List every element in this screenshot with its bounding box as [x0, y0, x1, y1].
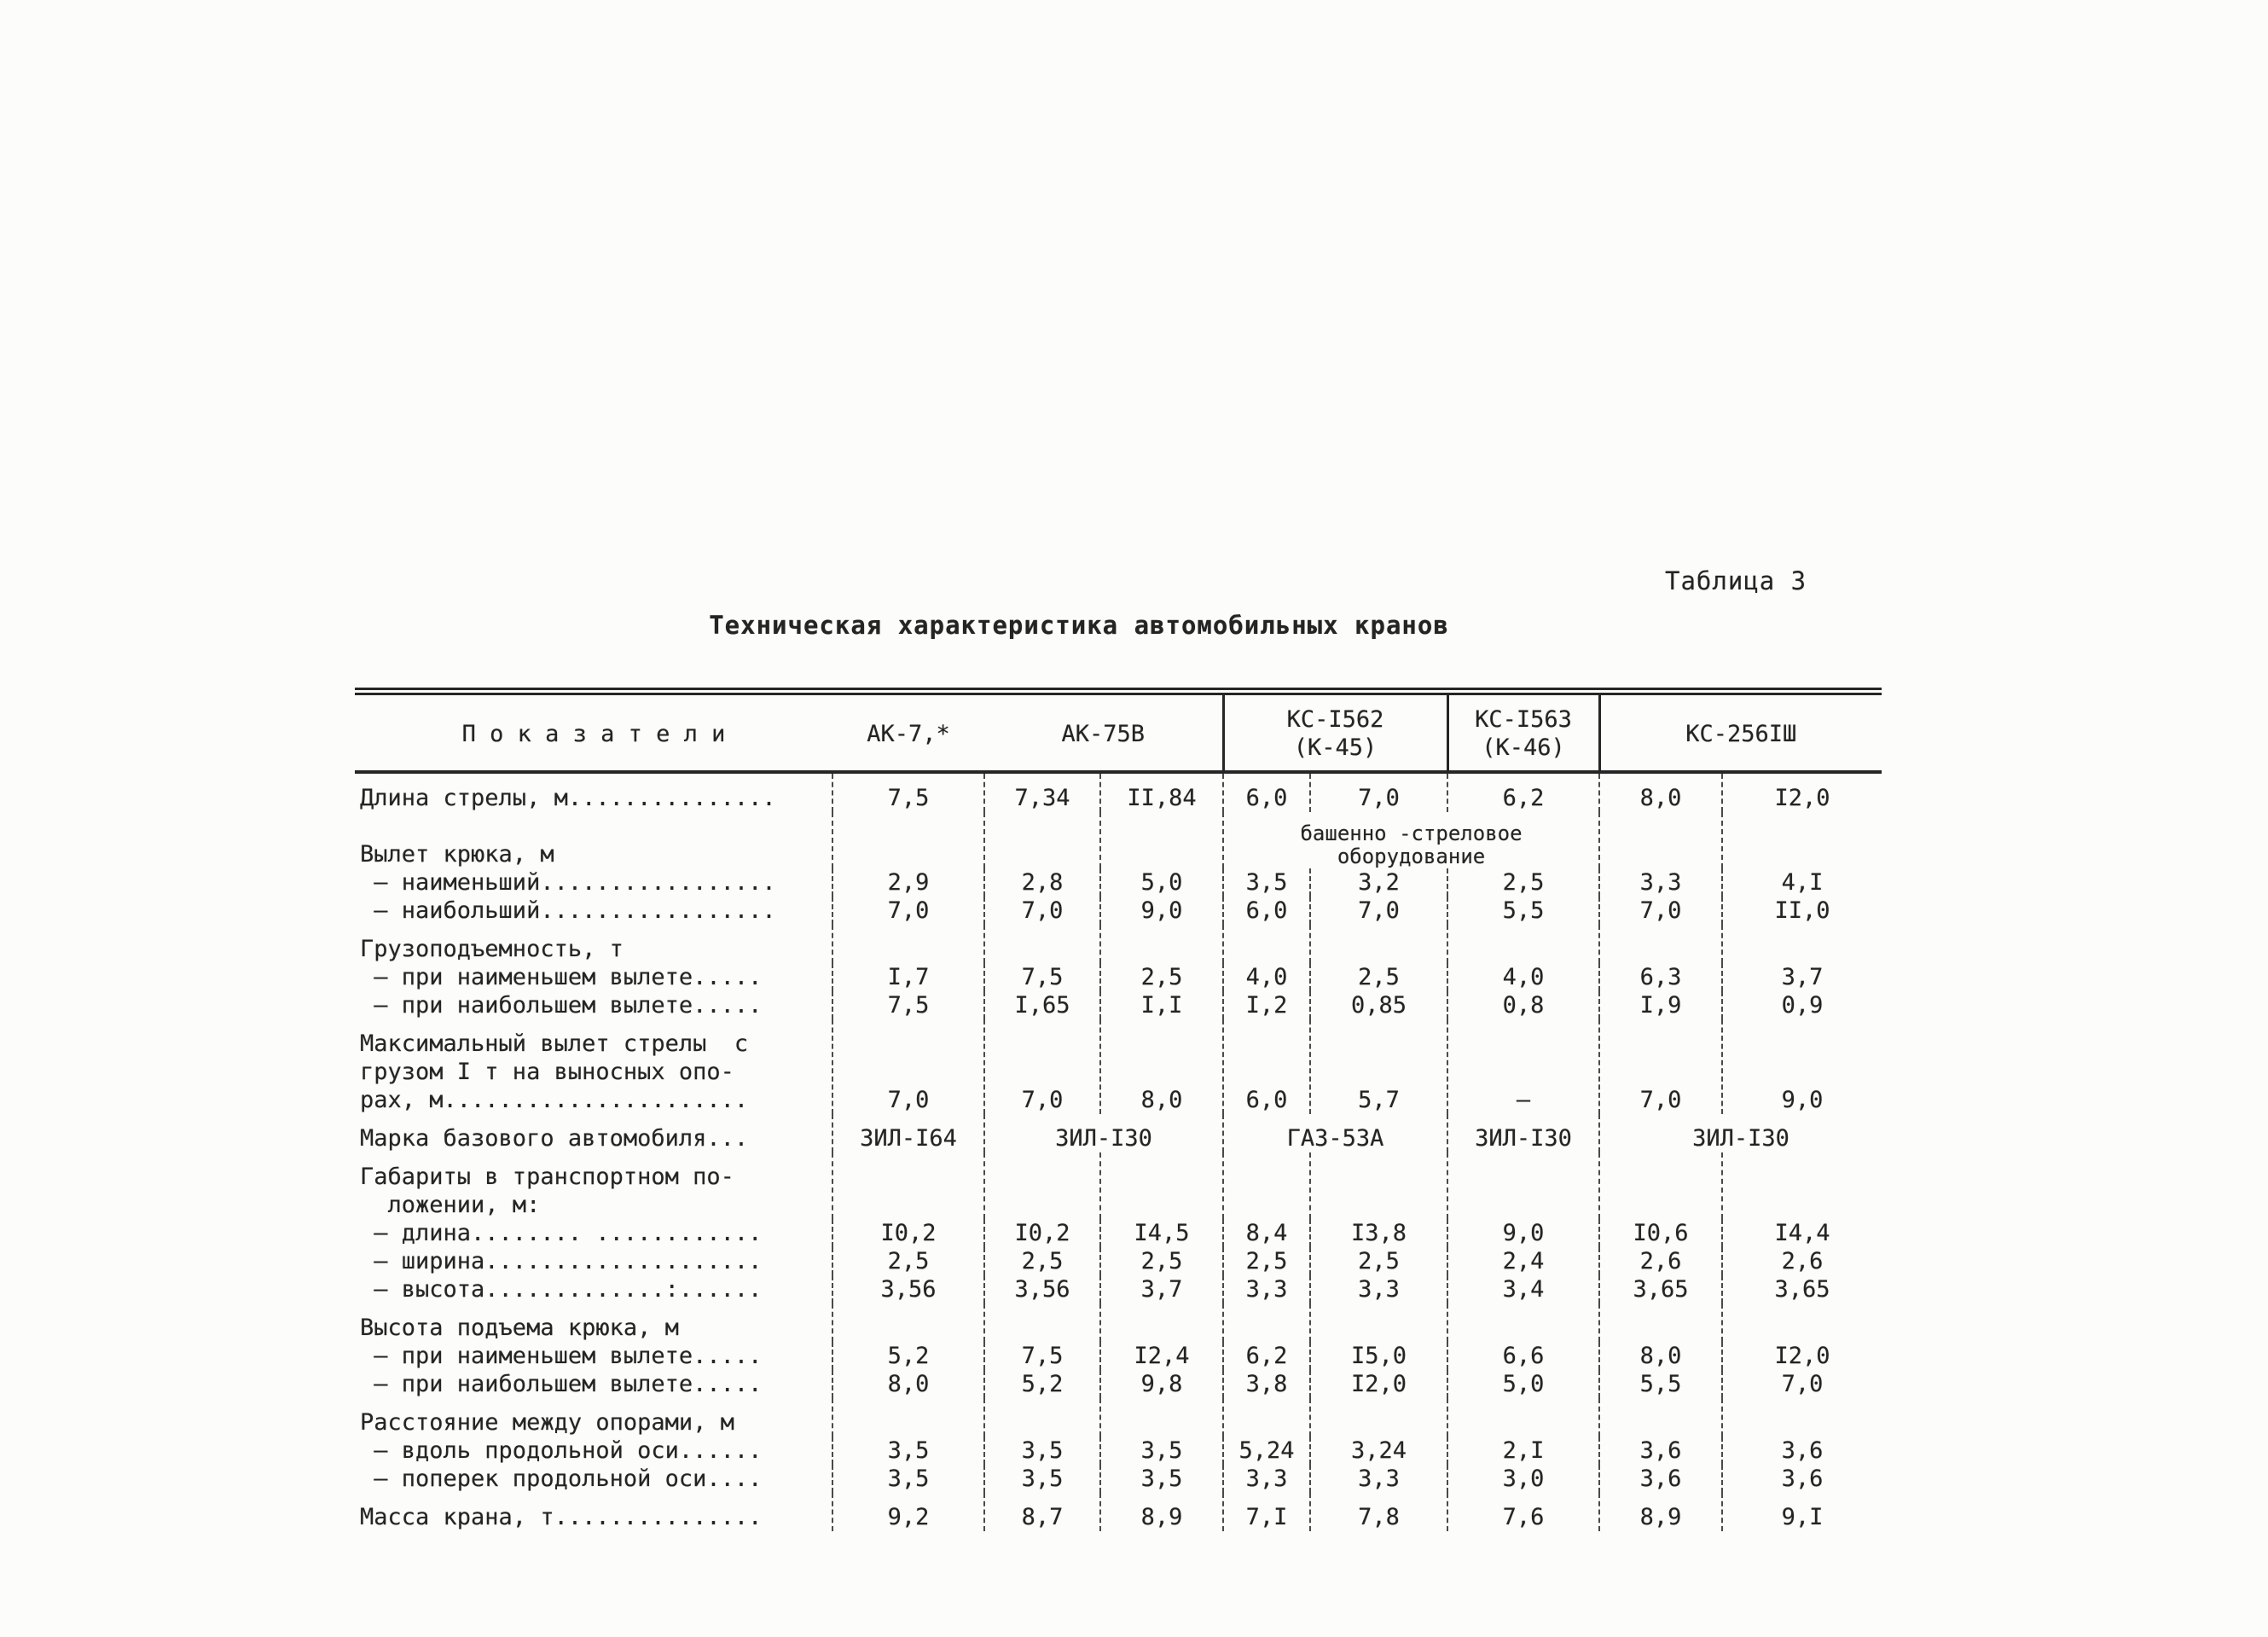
value-cell: I0,2: [832, 1219, 984, 1247]
row-label: – при наибольшем вылете.....: [360, 992, 763, 1019]
value-cell: 2,5: [1100, 963, 1223, 991]
table-row: [355, 963, 1882, 991]
value-cell: 8,0: [1599, 1342, 1722, 1370]
value-cell: 8,9: [1100, 1493, 1223, 1531]
value-cell: 7,8: [1310, 1493, 1447, 1531]
table-row: [355, 1019, 1882, 1114]
value-cell: 5,2: [984, 1370, 1100, 1398]
value-cell: 2,5: [1310, 963, 1447, 991]
empty-cell: [832, 925, 984, 963]
value-cell: 3,3: [1599, 868, 1722, 897]
value-cell: 3,7: [1722, 963, 1882, 991]
empty-cell: [1599, 925, 1722, 963]
empty-cell: [1447, 1303, 1599, 1342]
value-cell: 7,6: [1447, 1493, 1599, 1531]
value-cell: 9,2: [832, 1493, 984, 1531]
row-label: – наименьший.................: [360, 869, 776, 896]
row-label: – при наименьшем вылете.....: [360, 1343, 763, 1369]
row-label: – вдоль продольной оси......: [360, 1437, 763, 1464]
value-cell: 9,0: [1100, 897, 1223, 925]
value-cell: 2,5: [1100, 1247, 1223, 1275]
table-row: [355, 1152, 1882, 1219]
value-cell: 7,I: [1223, 1493, 1310, 1531]
value-cell: 7,0: [832, 1019, 984, 1114]
value-cell: I2,0: [1722, 772, 1882, 812]
table-row: [355, 991, 1882, 1019]
empty-cell: [1223, 1303, 1310, 1342]
table-row: [355, 868, 1882, 897]
row-label: Максимальный вылет стрелы с грузом I т на выносных опо- рах, м......................: [360, 1030, 749, 1113]
empty-cell: [832, 812, 984, 868]
table-body: [355, 772, 1882, 1531]
value-cell: 7,0: [1310, 772, 1447, 812]
value-cell: 3,3: [1310, 1465, 1447, 1493]
empty-cell: [1722, 925, 1882, 963]
value-cell: I,9: [1599, 991, 1722, 1019]
empty-cell: [1447, 1152, 1599, 1219]
value-cell: 3,24: [1310, 1437, 1447, 1465]
value-cell: 3,6: [1599, 1437, 1722, 1465]
table-row: [355, 925, 1882, 963]
chassis-cell: ЗИЛ-I30: [1599, 1114, 1882, 1152]
value-cell: 6,2: [1223, 1342, 1310, 1370]
empty-cell: [1722, 1303, 1882, 1342]
value-cell: 8,7: [984, 1493, 1100, 1531]
value-cell: 5,0: [1100, 868, 1223, 897]
row-label: – наибольший.................: [360, 897, 776, 924]
value-cell: 3,5: [832, 1465, 984, 1493]
value-cell: I,65: [984, 991, 1100, 1019]
value-cell: I2,4: [1100, 1342, 1223, 1370]
table-row: [355, 1303, 1882, 1342]
value-cell: 3,6: [1722, 1437, 1882, 1465]
table-head: [355, 692, 1882, 773]
value-cell: 7,0: [984, 1019, 1100, 1114]
value-cell: 3,3: [1223, 1465, 1310, 1493]
value-cell: 7,0: [1310, 897, 1447, 925]
row-label: – при наименьшем вылете.....: [360, 964, 763, 990]
empty-cell: [1223, 1398, 1310, 1437]
row-label: Длина стрелы, м...............: [360, 785, 776, 811]
value-cell: II,0: [1722, 897, 1882, 925]
value-cell: I0,6: [1599, 1219, 1722, 1247]
value-cell: 7,0: [1599, 897, 1722, 925]
value-cell: 7,0: [1599, 1019, 1722, 1114]
empty-cell: [1100, 812, 1223, 868]
value-cell: 2,I: [1447, 1437, 1599, 1465]
value-cell: 5,5: [1599, 1370, 1722, 1398]
table-row: [355, 1114, 1882, 1152]
value-cell: 2,5: [1310, 1247, 1447, 1275]
value-cell: 9,0: [1447, 1219, 1599, 1247]
empty-cell: [1599, 1398, 1722, 1437]
value-cell: 2,6: [1599, 1247, 1722, 1275]
empty-cell: [1310, 1152, 1447, 1219]
value-cell: 3,3: [1223, 1275, 1310, 1303]
empty-cell: [984, 812, 1100, 868]
value-cell: 4,I: [1722, 868, 1882, 897]
empty-cell: [1100, 925, 1223, 963]
value-cell: 3,56: [832, 1275, 984, 1303]
value-cell: 3,2: [1310, 868, 1447, 897]
value-cell: 3,5: [984, 1437, 1100, 1465]
value-cell: 3,6: [1599, 1465, 1722, 1493]
value-cell: 2,5: [984, 1247, 1100, 1275]
table-row: [355, 812, 1882, 868]
value-cell: 3,5: [1223, 868, 1310, 897]
value-cell: 7,0: [832, 897, 984, 925]
value-cell: 2,8: [984, 868, 1100, 897]
value-cell: 5,7: [1310, 1019, 1447, 1114]
value-cell: I4,4: [1722, 1219, 1882, 1247]
value-cell: 3,0: [1447, 1465, 1599, 1493]
column-header: АК-75В: [984, 692, 1223, 773]
empty-cell: [984, 1398, 1100, 1437]
value-cell: I4,5: [1100, 1219, 1223, 1247]
value-cell: 3,7: [1100, 1275, 1223, 1303]
value-cell: –: [1447, 1019, 1599, 1114]
chassis-cell: ЗИЛ-I30: [1447, 1114, 1599, 1152]
empty-cell: [832, 1398, 984, 1437]
value-cell: I0,2: [984, 1219, 1100, 1247]
empty-cell: [1100, 1303, 1223, 1342]
value-cell: 2,9: [832, 868, 984, 897]
value-cell: 6,0: [1223, 1019, 1310, 1114]
empty-cell: [832, 1303, 984, 1342]
value-cell: 2,5: [1447, 868, 1599, 897]
value-cell: I5,0: [1310, 1342, 1447, 1370]
column-header: АК-7,*: [832, 692, 984, 773]
column-header: КС-256IШ: [1599, 692, 1882, 773]
value-cell: 6,2: [1447, 772, 1599, 812]
empty-cell: [1599, 812, 1722, 868]
value-cell: 6,0: [1223, 897, 1310, 925]
chassis-cell: ЗИЛ-I64: [832, 1114, 984, 1152]
empty-cell: [1223, 1152, 1310, 1219]
value-cell: 3,56: [984, 1275, 1100, 1303]
row-label: Расстояние между опорами, м: [360, 1409, 734, 1436]
value-cell: II,84: [1100, 772, 1223, 812]
value-cell: 4,0: [1223, 963, 1310, 991]
value-cell: I,I: [1100, 991, 1223, 1019]
table-row: [355, 1247, 1882, 1275]
chassis-cell: ГАЗ-53А: [1223, 1114, 1447, 1152]
value-cell: 4,0: [1447, 963, 1599, 991]
table-row: [355, 1219, 1882, 1247]
value-cell: 3,5: [984, 1465, 1100, 1493]
value-cell: 8,4: [1223, 1219, 1310, 1247]
empty-cell: [984, 1303, 1100, 1342]
table-row: [355, 1398, 1882, 1437]
value-cell: 0,9: [1722, 991, 1882, 1019]
chassis-cell: ЗИЛ-I30: [984, 1114, 1223, 1152]
table-row: [355, 1493, 1882, 1531]
value-cell: 3,5: [1100, 1465, 1223, 1493]
empty-cell: [1310, 925, 1447, 963]
value-cell: 9,8: [1100, 1370, 1223, 1398]
row-label: – ширина....................: [360, 1248, 763, 1274]
value-cell: 2,5: [1223, 1247, 1310, 1275]
empty-cell: [984, 1152, 1100, 1219]
empty-cell: [1310, 1303, 1447, 1342]
value-cell: 3,4: [1447, 1275, 1599, 1303]
value-cell: 8,0: [1599, 772, 1722, 812]
value-cell: 6,3: [1599, 963, 1722, 991]
row-label: Вылет крюка, м: [360, 841, 554, 868]
empty-cell: [1722, 812, 1882, 868]
value-cell: I,2: [1223, 991, 1310, 1019]
row-label: Марка базового автомобиля...: [360, 1125, 749, 1152]
row-label: Грузоподъемность, т: [360, 936, 624, 962]
value-cell: 6,6: [1447, 1342, 1599, 1370]
table-row: [355, 1370, 1882, 1398]
value-cell: 3,6: [1722, 1465, 1882, 1493]
empty-cell: [1447, 1398, 1599, 1437]
value-cell: 2,4: [1447, 1247, 1599, 1275]
value-cell: 7,34: [984, 772, 1100, 812]
empty-cell: [1223, 925, 1310, 963]
value-cell: 7,0: [984, 897, 1100, 925]
value-cell: 9,I: [1722, 1493, 1882, 1531]
empty-cell: [1599, 1303, 1722, 1342]
table-row: [355, 1275, 1882, 1303]
value-cell: 8,0: [1100, 1019, 1223, 1114]
empty-cell: [984, 925, 1100, 963]
value-cell: 0,85: [1310, 991, 1447, 1019]
value-cell: 7,5: [984, 963, 1100, 991]
row-label: – длина........ ............: [360, 1220, 763, 1246]
column-header-indicators: П о к а з а т е л и: [355, 692, 832, 773]
value-cell: 5,24: [1223, 1437, 1310, 1465]
empty-cell: [1100, 1152, 1223, 1219]
characteristics-table: [355, 688, 1882, 1531]
row-label: – поперек продольной оси....: [360, 1466, 763, 1492]
value-cell: 6,0: [1223, 772, 1310, 812]
value-cell: 3,65: [1722, 1275, 1882, 1303]
value-cell: 7,5: [832, 991, 984, 1019]
page-title: Техническая характеристика автомобильных кранов: [709, 611, 1449, 640]
value-cell: 3,5: [832, 1437, 984, 1465]
value-cell: 7,0: [1722, 1370, 1882, 1398]
column-header: КС-I563 (К-46): [1447, 692, 1599, 773]
value-cell: I2,0: [1722, 1342, 1882, 1370]
empty-cell: [1722, 1398, 1882, 1437]
value-cell: I2,0: [1310, 1370, 1447, 1398]
table-row: [355, 1437, 1882, 1465]
value-cell: 7,5: [832, 772, 984, 812]
column-header: КС-I562 (К-45): [1223, 692, 1447, 773]
value-cell: 0,8: [1447, 991, 1599, 1019]
value-cell: 8,9: [1599, 1493, 1722, 1531]
value-cell: 5,0: [1447, 1370, 1599, 1398]
empty-cell: [1599, 1152, 1722, 1219]
value-cell: 7,5: [984, 1342, 1100, 1370]
equipment-note: башенно -стреловое оборудование: [1223, 812, 1599, 868]
value-cell: I3,8: [1310, 1219, 1447, 1247]
value-cell: 5,5: [1447, 897, 1599, 925]
table-caption: Таблица 3: [1665, 566, 1807, 595]
row-label: – при наибольшем вылете.....: [360, 1371, 763, 1397]
row-label: Высота подъема крюка, м: [360, 1315, 679, 1341]
empty-cell: [1722, 1152, 1882, 1219]
value-cell: 3,3: [1310, 1275, 1447, 1303]
table-row: [355, 1342, 1882, 1370]
row-label: Габариты в транспортном по- ложении, м:: [360, 1164, 734, 1218]
value-cell: 2,6: [1722, 1247, 1882, 1275]
value-cell: 3,5: [1100, 1437, 1223, 1465]
empty-cell: [832, 1152, 984, 1219]
table-row: [355, 1465, 1882, 1493]
value-cell: 2,5: [832, 1247, 984, 1275]
value-cell: 8,0: [832, 1370, 984, 1398]
empty-cell: [1447, 925, 1599, 963]
value-cell: 3,8: [1223, 1370, 1310, 1398]
table-row: [355, 772, 1882, 812]
value-cell: 5,2: [832, 1342, 984, 1370]
value-cell: 9,0: [1722, 1019, 1882, 1114]
value-cell: I,7: [832, 963, 984, 991]
row-label: Масса крана, т...............: [360, 1504, 763, 1530]
value-cell: 3,65: [1599, 1275, 1722, 1303]
empty-cell: [1100, 1398, 1223, 1437]
empty-cell: [1310, 1398, 1447, 1437]
table-row: [355, 897, 1882, 925]
row-label: – высота.............:......: [360, 1276, 763, 1303]
